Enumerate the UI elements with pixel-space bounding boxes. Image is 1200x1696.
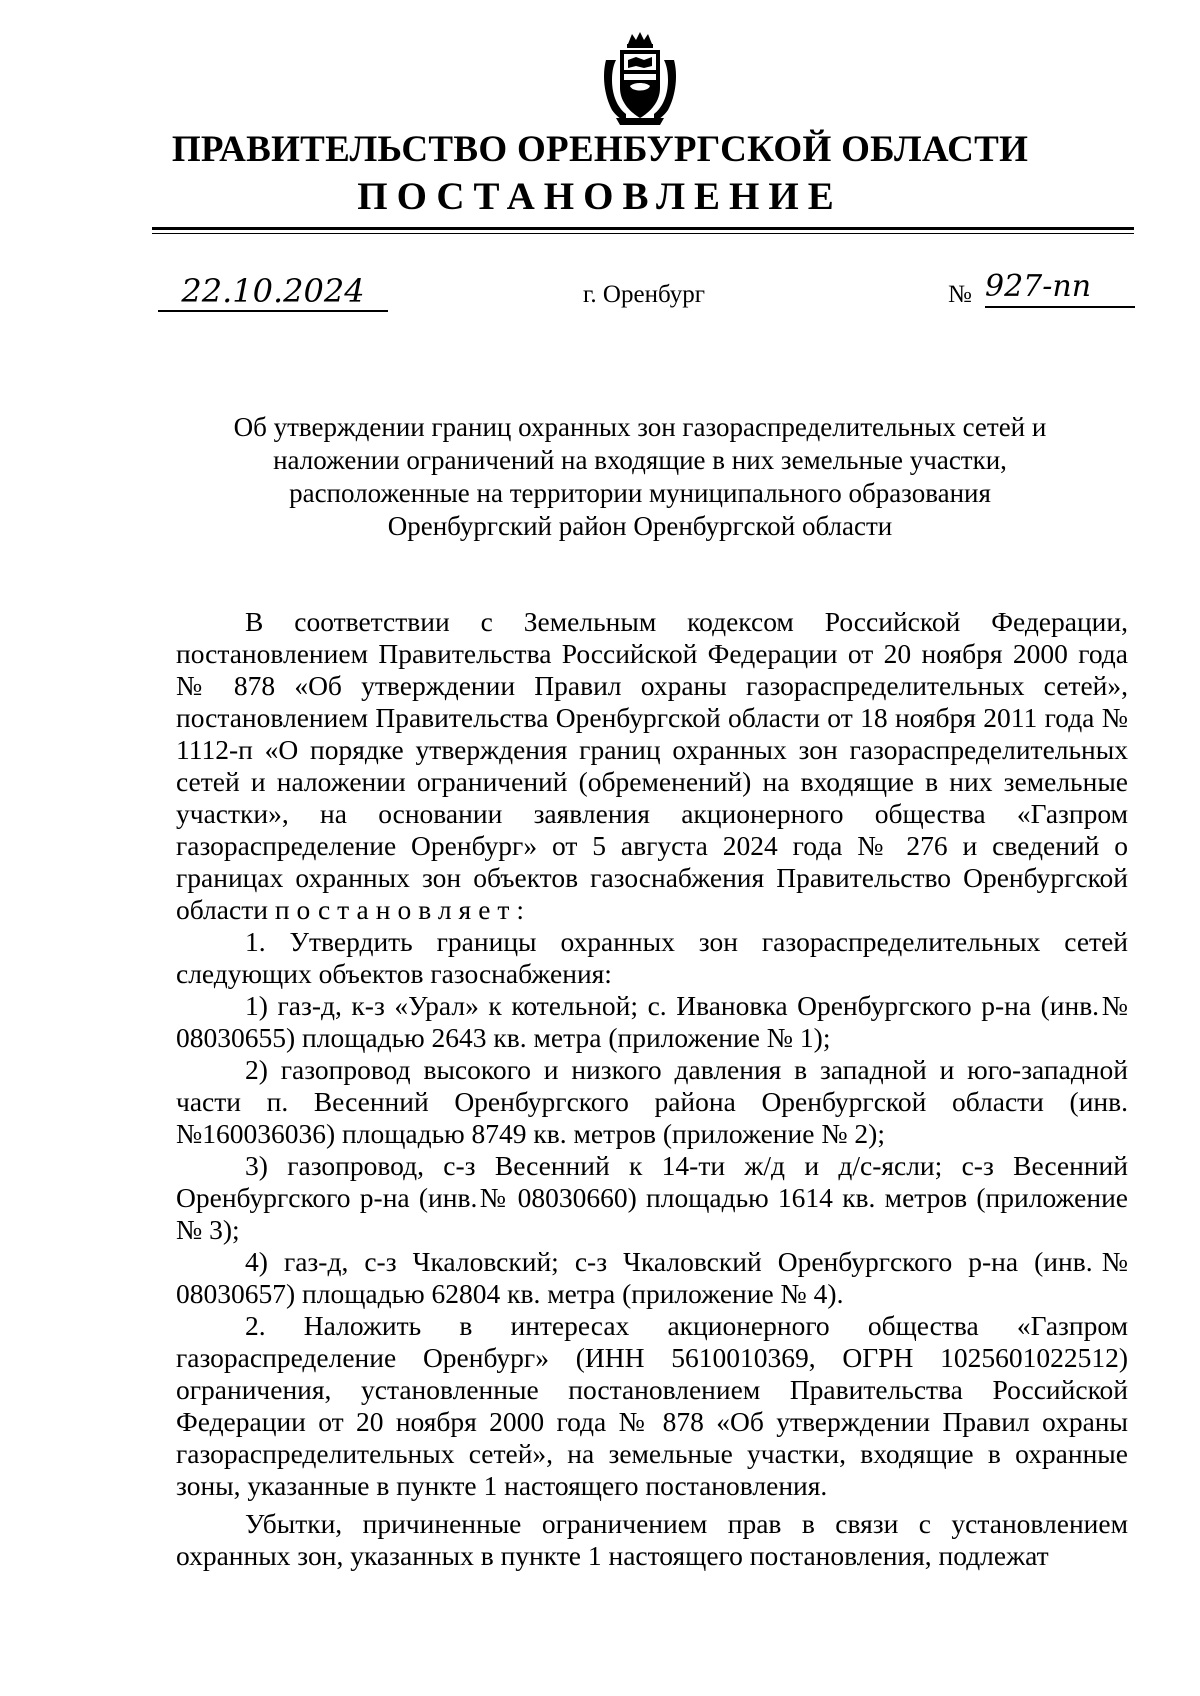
document-number-prefix: № [948, 281, 972, 308]
clause-1-3: 3) газопровод, с-з Весенний к 14-ти ж/д и д/с-ясли; с-з Весенний Оренбургского р-на (инв.№ 08030660) площадью 1614 кв. метров (приложение № 3); [176, 1150, 1128, 1245]
clause-1-2: 2) газопровод высокого и низкого давления в западной и юго-западной части п. Весенний Оренбургского района Оренбургской области (инв.№160036036) площадью 8749 кв. метров (приложение № 2); [176, 1054, 1128, 1149]
document-type: ПОСТАНОВЛЕНИЕ [357, 175, 843, 218]
header-rule-thick [152, 227, 1134, 230]
document-city: г. Оренбург [583, 281, 705, 308]
losses-paragraph: Убытки, причиненные ограничением прав в связи с установлением охранных зон, указанных в пункте 1 настоящего постановления, подлежат [176, 1508, 1128, 1571]
document-number: 927-пп [985, 270, 1135, 308]
coat-of-arms-emblem [602, 30, 678, 126]
title-line: Об утверждении границ охранных зон газораспределительных сетей и [233, 412, 1047, 442]
header-rule-thin [152, 233, 1134, 234]
title-line: Оренбургский район Оренбургской области [387, 511, 893, 541]
clause-2: 2. Наложить в интересах акционерного общества «Газпром газораспределение Оренбург» (ИНН 5610010369, ОГРН 1025601022512) ограничения, установленные постановлением Правительства Российской Федерации от 20 ноября 2000 года № 878 «Об утверждении Правил охраны газораспределительных сетей», на земельные участки, входящие в охранные зоны, указанные в пункте 1 настоящего постановления. [176, 1310, 1128, 1501]
clause-1: 1. Утвердить границы охранных зон газораспределительных сетей следующих объектов газоснабжения: [176, 926, 1128, 989]
preamble-paragraph [176, 606, 1128, 926]
clause-1-4: 4) газ-д, с-з Чкаловский; с-з Чкаловский Оренбургского р-на (инв.№ 08030657) площадью 62804 кв. метра (приложение № 4). [176, 1246, 1128, 1309]
preamble-text: В соответствии с Земельным кодексом Российской Федерации, постановлением Правительства Российской Федерации от 20 ноября 2000 года № 878 «Об утверждении Правил охраны газораспределительных сетей», постановлением Правительства Оренбургской области от 18 ноября 2011 года № 1112-п «О порядке утверждения границ охранных зон газораспределительных сетей и наложении ограничений (обременений) на входящие в них земельные участки», на основании заявления акционерного общества «Газпром газораспределение Оренбург» от 5 августа 2024 года № 276 и сведений о границах охранных зон объектов газоснабжения Правительство Оренбургской области [176, 606, 1128, 925]
document-body [176, 606, 1128, 1572]
organization-name: ПРАВИТЕЛЬСТВО ОРЕНБУРГСКОЙ ОБЛАСТИ [171, 129, 1029, 170]
title-line: расположенные на территории муниципального образования [289, 478, 991, 508]
title-line: наложении ограничений на входящие в них земельные участки, [273, 445, 1007, 475]
document-date: 22.10.2024 [158, 274, 388, 312]
document-title [160, 411, 1120, 543]
clause-1-1: 1) газ-д, к-з «Урал» к котельной; с. Ивановка Оренбургского р-на (инв.№ 08030655) площадью 2643 кв. метра (приложение № 1); [176, 990, 1128, 1053]
resolves-word: постановляет: [274, 894, 532, 925]
